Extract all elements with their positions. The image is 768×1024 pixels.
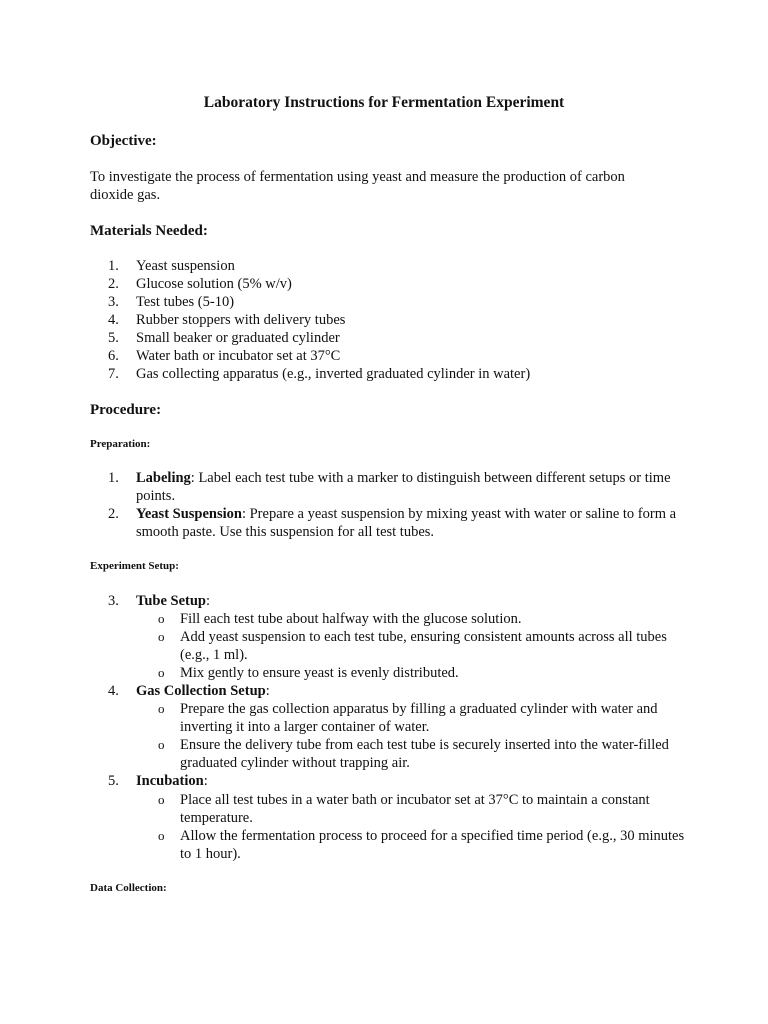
setup-subitem [158,700,688,736]
materials-item [108,347,688,365]
item-text: Rubber stoppers with delivery tubes [136,312,346,328]
item-label: Gas Collection Setup [136,683,266,699]
objective-heading: Objective: [90,133,157,149]
item-text [136,592,688,610]
item-text [136,505,688,541]
preparation-item [108,469,688,505]
item-number: 3. [108,593,119,609]
item-number: 5. [108,330,119,346]
item-description: : Prepare a yeast suspension by mixing yeast with water or saline to form a smooth paste. Use this suspension for all test tubes. [136,506,677,540]
preparation-heading: Preparation: [90,438,151,450]
experiment-setup-heading: Experiment Setup: [90,560,179,572]
materials-item [108,293,688,311]
setup-subitem [158,791,688,827]
item-text [136,772,688,790]
subitem-text: Mix gently to ensure yeast is evenly distributed. [180,665,459,681]
item-text: Glucose solution (5% w/v) [136,276,292,292]
item-number: 5. [108,773,119,789]
item-label: Incubation [136,773,204,789]
item-number: 1. [108,470,119,486]
materials-item [108,257,688,275]
subitem-text: Add yeast suspension to each test tube, ensuring consistent amounts across all tubes (e.g., 1 ml). [180,629,667,663]
item-number: 6. [108,348,119,364]
item-text [136,469,688,505]
setup-item [108,592,688,610]
materials-heading: Materials Needed: [90,223,208,239]
subitem-text: Ensure the delivery tube from each test tube is securely inserted into the water-filled graduated cylinder without trapping air. [180,737,669,771]
bullet-icon: o [158,828,165,843]
subitem-text: Fill each test tube about halfway with the glucose solution. [180,611,522,627]
bullet-icon: o [158,792,165,807]
item-label: Yeast Suspension [136,506,242,522]
data-collection-heading: Data Collection: [90,882,167,894]
bullet-icon: o [158,611,165,626]
objective-text: To investigate the process of fermentation using yeast and measure the production of carbon dioxide gas. [90,169,625,203]
item-text: Small beaker or graduated cylinder [136,330,340,346]
item-text [136,682,688,700]
item-text: Yeast suspension [136,258,235,274]
bullet-icon: o [158,737,165,752]
item-number: 1. [108,258,119,274]
item-number: 2. [108,276,119,292]
bullet-icon: o [158,629,165,644]
procedure-heading: Procedure: [90,402,162,418]
setup-item [108,772,688,790]
item-description: : Label each test tube with a marker to distinguish between different setups or time points. [136,470,671,504]
item-label: Tube Setup [136,593,206,609]
subitem-text: Allow the fermentation process to proceed for a specified time period (e.g., 30 minutes to 1 hour). [180,828,685,862]
item-description: : [203,773,208,789]
setup-subitem [158,736,688,772]
materials-item [108,329,688,347]
document-title: Laboratory Instructions for Fermentation Experiment [203,94,565,111]
setup-subitem [158,827,688,863]
subitem-text: Place all test tubes in a water bath or incubator set at 37°C to maintain a constant temperature. [180,792,650,826]
item-description: : [206,593,211,609]
bullet-icon: o [158,665,165,680]
item-text: Gas collecting apparatus (e.g., inverted graduated cylinder in water) [136,366,531,382]
subitem-text: Prepare the gas collection apparatus by filling a graduated cylinder with water and inverting it into a larger container of water. [180,701,658,735]
setup-subitem [158,610,688,628]
item-number: 4. [108,683,119,699]
item-number: 7. [108,366,119,382]
setup-item [108,682,688,700]
materials-item [108,311,688,329]
setup-subitem [158,628,688,664]
item-number: 4. [108,312,119,328]
item-text: Water bath or incubator set at 37°C [136,348,341,364]
bullet-icon: o [158,701,165,716]
item-text: Test tubes (5-10) [136,294,235,310]
item-number: 3. [108,294,119,310]
materials-item [108,365,688,383]
materials-item [108,275,688,293]
setup-subitem [158,664,688,682]
item-label: Labeling [136,470,191,486]
item-description: : [265,683,270,699]
item-number: 2. [108,506,119,522]
preparation-item [108,505,688,541]
